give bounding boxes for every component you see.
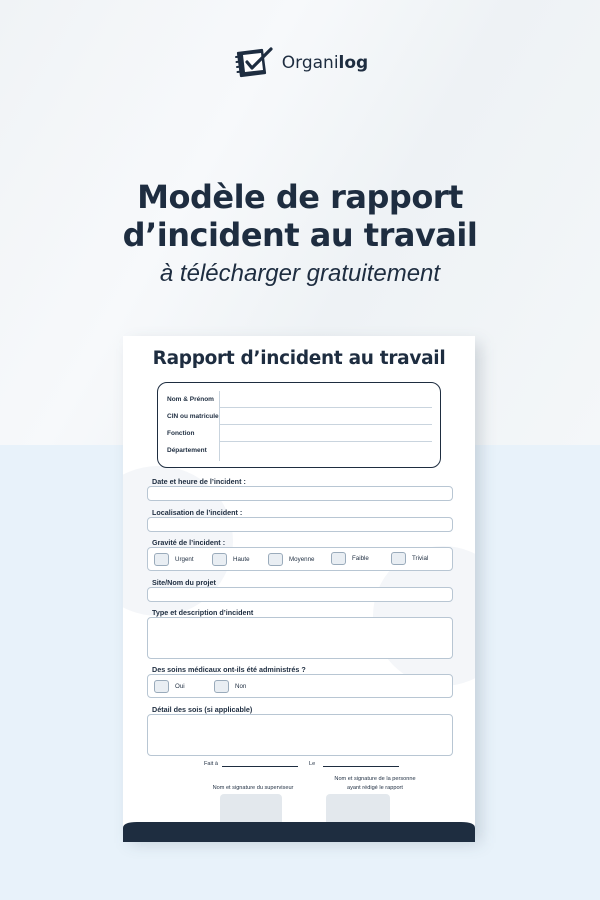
checkbox[interactable] [268, 553, 283, 566]
document-preview[interactable] [123, 336, 475, 842]
site-field[interactable] [147, 587, 453, 602]
care-field [147, 674, 453, 698]
checkbox[interactable] [331, 552, 346, 565]
severity-option-moyenne[interactable]: Moyenne [268, 553, 314, 566]
date-label: Date et heure de l’incident : [152, 477, 246, 486]
identity-row[interactable]: CIN ou matricule [158, 408, 440, 425]
severity-option-urgent[interactable]: Urgent [154, 553, 194, 566]
checkbox[interactable] [391, 552, 406, 565]
date-field[interactable] [147, 486, 453, 501]
identity-box [157, 382, 441, 468]
care-option-oui[interactable]: Oui [154, 680, 185, 693]
care-label: Des soins médicaux ont-ils été administrés ? [152, 665, 306, 674]
done-at-line[interactable]: Fait à [204, 761, 298, 767]
care-option-non[interactable]: Non [214, 680, 246, 693]
checkbox[interactable] [154, 680, 169, 693]
document-title: Rapport d’incident au travail [152, 348, 446, 369]
location-label: Localisation de l’incident : [152, 508, 243, 517]
identity-row[interactable]: Nom & Prénom [158, 391, 440, 408]
headline-line-2: d’incident au travail [122, 216, 478, 254]
identity-row[interactable]: Fonction [158, 425, 440, 442]
identity-row[interactable]: Département [167, 447, 207, 454]
headline-line-1: Modèle de rapport [137, 178, 463, 216]
care-detail-field[interactable] [147, 714, 453, 756]
severity-option-trivial[interactable]: Trivial [391, 552, 428, 565]
site-label: Site/Nom du projet [152, 578, 216, 587]
brand-logo[interactable] [0, 45, 600, 81]
severity-option-haute[interactable]: Haute [212, 553, 250, 566]
location-field[interactable] [147, 517, 453, 532]
headline-subtitle: à télécharger gratuitement [159, 260, 441, 287]
checkbox[interactable] [212, 553, 227, 566]
severity-option-faible[interactable]: Faible [331, 552, 369, 565]
notebook-check-icon [232, 45, 276, 81]
reporter-signature-caption: Nom et signature de la personne ayant rédigé le rapport [334, 776, 416, 791]
date-line[interactable]: Le [309, 761, 399, 767]
description-field[interactable] [147, 617, 453, 659]
supervisor-signature-caption: Nom et signature du superviseur [212, 785, 294, 791]
severity-field [147, 547, 453, 571]
care-detail-label: Détail des sois (si applicable) [152, 705, 253, 714]
severity-label: Gravité de l’incident : [152, 538, 226, 547]
description-label: Type et description d’incident [152, 608, 254, 617]
checkbox[interactable] [214, 680, 229, 693]
brand-name: Organilog [281, 53, 369, 73]
page-headline [0, 178, 600, 288]
footer-wave [123, 818, 475, 842]
checkbox[interactable] [154, 553, 169, 566]
